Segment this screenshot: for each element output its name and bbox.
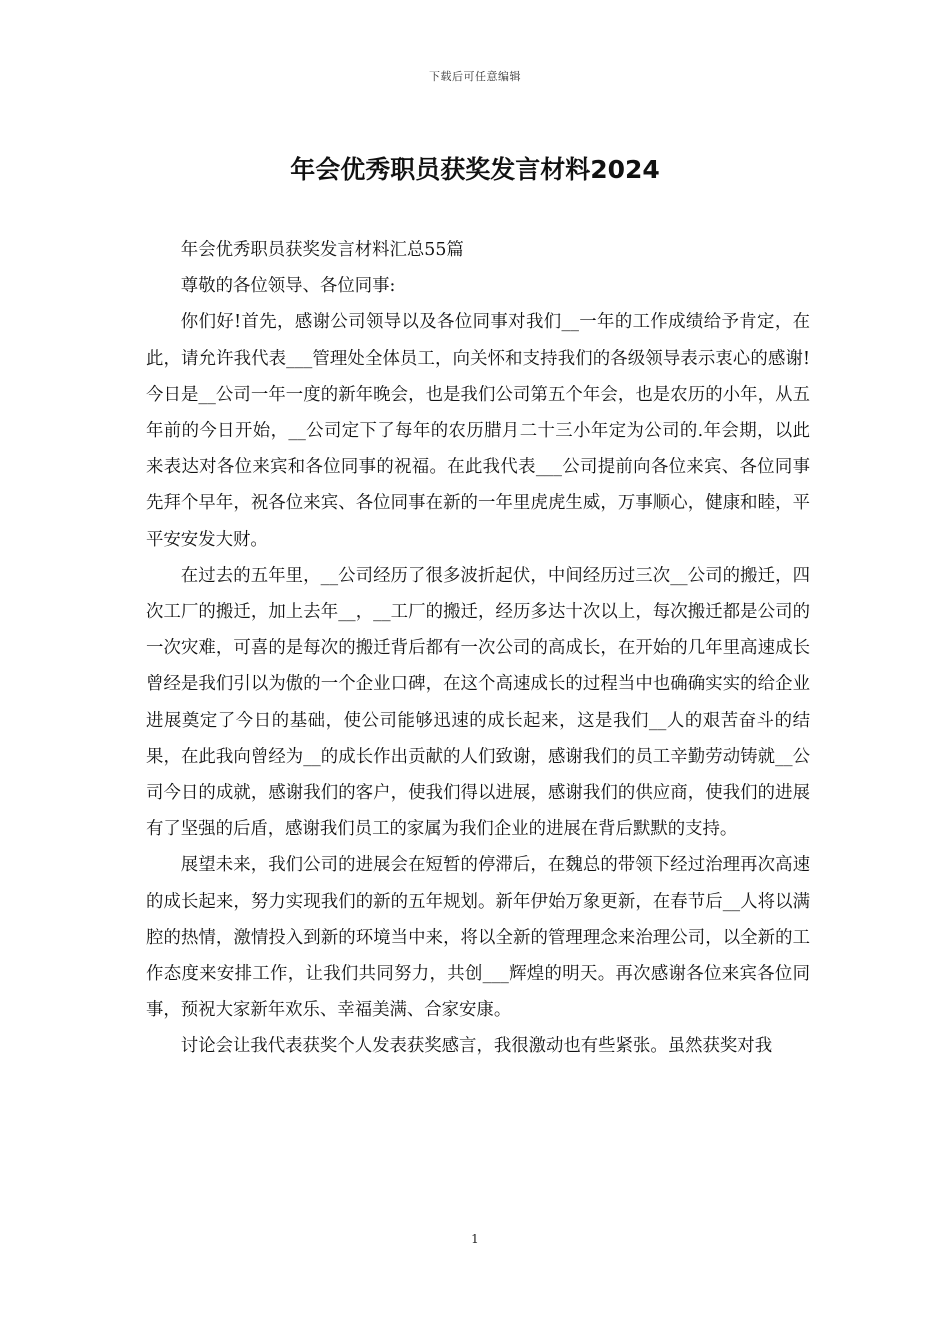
- paragraph-history: 在过去的五年里，__公司经历了很多波折起伏，中间经历过三次__公司的搬迁，四次工厂的搬迁，加上去年__，__工厂的搬迁，经历多达十次以上，每次搬迁都是公司的一次灾难，可喜的是每次的搬迁背后都有一次公司的高成长，在开始的几年里高速成长曾经是我们引以为傲的一个企业口碑，在这个高速成长的过程当中也确确实实的给企业进展奠定了今日的基础，使公司能够迅速的成长起来，这是我们__人的艰苦奋斗的结果，在此我向曾经为__的成长作出贡献的人们致谢，感谢我们的员工辛勤劳动铸就__公司今日的成就，感谢我们的客户，使我们得以进展，感谢我们的供应商，使我们的进展有了坚强的后盾，感谢我们员工的家属为我们企业的进展在背后默默的支持。: [146, 565, 810, 840]
- paragraph-salutation: 尊敬的各位领导、各位同事:: [180, 276, 396, 297]
- document-title: 年会优秀职员获奖发言材料2024: [290, 155, 660, 184]
- paragraph-greeting: 你们好!首先，感谢公司领导以及各位同事对我们__一年的工作成绩给予肯定，在此，请允许我代表___管理处全体员工，向关怀和支持我们的各级领导表示衷心的感谢!今日是__公司一年一度的新年晚会，也是我们公司第五个年会，也是农历的小年，从五年前的今日开始，__公司定下了每年的农历腊月二十三小年定为公司的.年会期，以此来表达对各位来宾和各位同事的祝福。在此我代表___公司提前向各位来宾、各位同事先拜个早年，祝各位来宾、各位同事在新的一年里虎虎生威，万事顺心，健康和睦，平平安安发大财。: [146, 312, 810, 550]
- document-body: [146, 232, 810, 1065]
- paragraph-outlook: 展望未来，我们公司的进展会在短暂的停滞后，在魏总的带领下经过治理再次高速的成长起来，努力实现我们的新的五年规划。新年伊始万象更新，在春节后__人将以满腔的热情，激情投入到新的环境当中来，将以全新的管理理念来治理公司，以全新的工作态度来安排工作，让我们共同努力，共创___辉煌的明天。再次感谢各位来宾各位同事，预祝大家新年欢乐、幸福美满、合家安康。: [146, 855, 810, 1021]
- page-number: 1: [471, 1232, 479, 1246]
- header-note: 下载后可任意编辑: [429, 70, 521, 83]
- paragraph-subtitle: 年会优秀职员获奖发言材料汇总55篇: [180, 240, 464, 260]
- paragraph-award-speech: 讨论会让我代表获奖个人发表获奖感言，我很激动也有些紧张。虽然获奖对我: [180, 1036, 773, 1057]
